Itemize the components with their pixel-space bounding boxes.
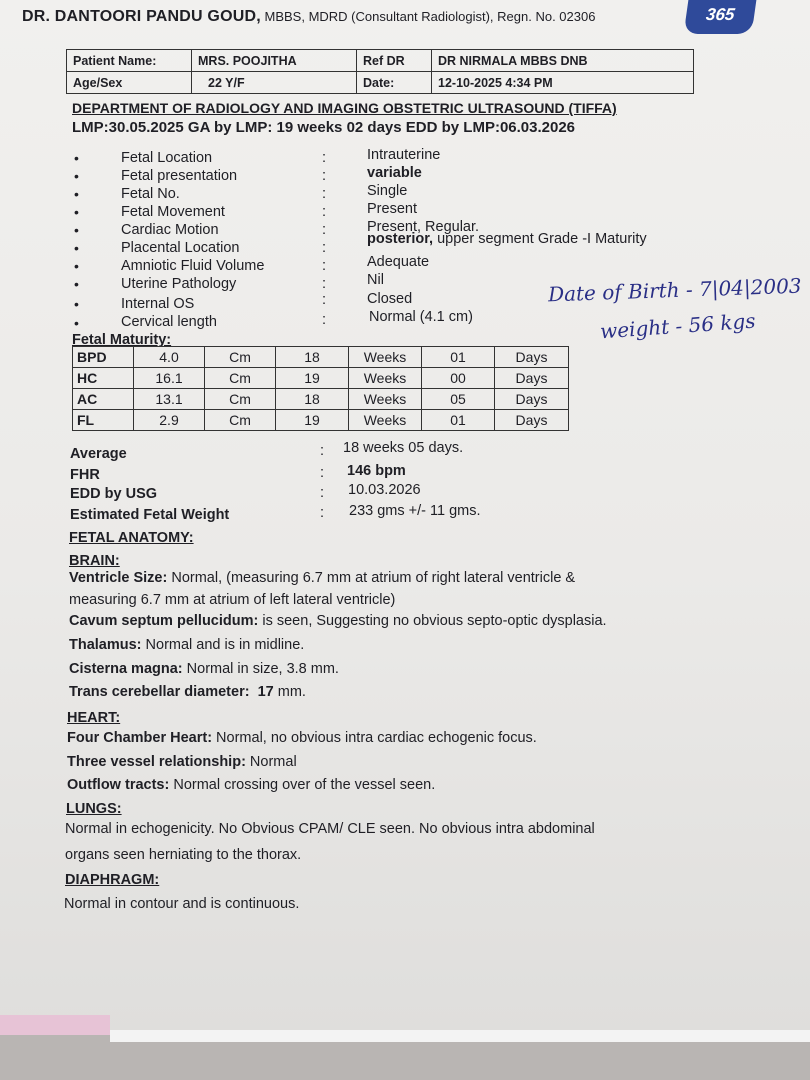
finding-value: Single xyxy=(367,183,408,199)
finding-label: Fetal Movement xyxy=(121,204,225,220)
bullet-icon: • xyxy=(74,315,79,331)
maturity-value: 2.9 xyxy=(134,410,205,431)
summary-separator: : xyxy=(320,485,325,501)
three-vessel-label: Three vessel relationship: xyxy=(67,754,246,770)
finding-separator: : xyxy=(322,258,327,274)
bullet-icon: • xyxy=(74,150,79,166)
tcd-value: 17 xyxy=(257,684,274,700)
summary-label: FHR xyxy=(70,467,100,483)
ref-dr-value: DR NIRMALA MBBS DNB xyxy=(432,50,694,72)
finding-separator: : xyxy=(322,204,327,220)
thalamus-text: Normal and is in midline. xyxy=(141,637,305,653)
finding-label: Placental Location xyxy=(121,240,240,256)
finding-separator: : xyxy=(322,168,327,184)
age-sex-label: Age/Sex xyxy=(67,72,192,94)
cisterna-line xyxy=(69,661,339,677)
maturity-unit: Cm xyxy=(205,347,276,368)
maturity-weeks-label: Weeks xyxy=(349,410,422,431)
maturity-days-label: Days xyxy=(495,368,569,389)
finding-separator: : xyxy=(322,276,327,292)
maturity-days-label: Days xyxy=(495,347,569,368)
thalamus-label: Thalamus: xyxy=(69,637,142,653)
maturity-days: 01 xyxy=(422,347,495,368)
finding-separator: : xyxy=(322,222,327,238)
maturity-param: FL xyxy=(73,410,134,431)
lungs-text-2: organs seen herniating to the thorax. xyxy=(65,847,302,863)
thalamus-line xyxy=(69,637,304,653)
tcd-unit: mm. xyxy=(273,684,306,700)
maturity-days: 05 xyxy=(422,389,495,410)
maturity-weeks-label: Weeks xyxy=(349,368,422,389)
summary-separator: : xyxy=(320,465,325,481)
maturity-param: HC xyxy=(73,368,134,389)
ventricle-text: Normal, (measuring 6.7 mm at atrium of right lateral ventricle & xyxy=(167,570,576,586)
summary-label: Estimated Fetal Weight xyxy=(70,507,230,523)
handwritten-dob: Date of Birth - 7|04|2003 xyxy=(547,273,802,307)
maturity-days-label: Days xyxy=(495,389,569,410)
ventricle-line-2: measuring 6.7 mm at atrium of left lateral ventricle) xyxy=(69,592,396,608)
bullet-icon: • xyxy=(74,258,79,274)
table-row xyxy=(73,410,569,431)
age-sex-value: 22 Y/F xyxy=(192,72,357,94)
finding-value: Nil xyxy=(367,272,384,288)
finding-value: Adequate xyxy=(367,254,430,270)
bullet-icon: • xyxy=(74,240,79,256)
maturity-days: 00 xyxy=(422,368,495,389)
fetal-maturity-table xyxy=(72,346,569,431)
brain-heading: BRAIN: xyxy=(69,553,120,569)
finding-label: Uterine Pathology xyxy=(121,276,237,292)
bullet-icon: • xyxy=(74,296,79,312)
cavum-text: is seen, Suggesting no obvious septo-optic dysplasia. xyxy=(258,613,607,629)
maturity-value: 13.1 xyxy=(134,389,205,410)
date-label: Date: xyxy=(357,72,432,94)
lmp-line: LMP:30.05.2025 GA by LMP: 19 weeks 02 days EDD by LMP:06.03.2026 xyxy=(72,119,576,136)
ref-dr-label: Ref DR xyxy=(357,50,432,72)
finding-separator: : xyxy=(322,240,327,256)
bullet-icon: • xyxy=(74,276,79,292)
finding-label: Cervical length xyxy=(121,314,217,330)
finding-separator: : xyxy=(322,186,327,202)
table-row xyxy=(73,389,569,410)
maturity-param: BPD xyxy=(73,347,134,368)
maturity-weeks: 19 xyxy=(276,368,349,389)
finding-label: Internal OS xyxy=(121,296,195,312)
cavum-label: Cavum septum pellucidum: xyxy=(69,613,259,629)
bullet-icon: • xyxy=(74,222,79,238)
finding-value: Present xyxy=(367,201,417,217)
summary-separator: : xyxy=(320,443,325,459)
bullet-icon: • xyxy=(74,204,79,220)
finding-separator: : xyxy=(322,292,327,308)
paper-edge-below xyxy=(110,1030,810,1042)
summary-value: 233 gms +/- 11 gms. xyxy=(349,503,481,519)
tcd-label: Trans cerebellar diameter: xyxy=(69,684,250,700)
maturity-days-label: Days xyxy=(495,410,569,431)
outflow-label: Outflow tracts: xyxy=(67,777,170,793)
maturity-weeks: 18 xyxy=(276,389,349,410)
finding-separator: : xyxy=(322,150,327,166)
cavum-line xyxy=(69,613,607,629)
four-chamber-text: Normal, no obvious intra cardiac echogenic focus. xyxy=(212,730,537,746)
patient-name-value: MRS. POOJITHA xyxy=(192,50,357,72)
finding-label: Cardiac Motion xyxy=(121,222,219,238)
outflow-line xyxy=(67,777,435,793)
summary-value: 18 weeks 05 days. xyxy=(343,440,464,456)
summary-value: 10.03.2026 xyxy=(348,482,421,498)
summary-separator: : xyxy=(320,505,325,521)
patient-info-table xyxy=(66,49,694,94)
finding-value: Present, Regular. xyxy=(367,219,480,235)
diaphragm-text: Normal in contour and is continuous. xyxy=(64,896,300,912)
finding-value: variable xyxy=(367,165,422,181)
letterhead xyxy=(22,8,595,26)
bullet-icon: • xyxy=(74,186,79,202)
tcd-line xyxy=(69,684,306,700)
maturity-weeks: 18 xyxy=(276,347,349,368)
three-vessel-text: Normal xyxy=(245,754,297,770)
maturity-value: 16.1 xyxy=(134,368,205,389)
fetal-maturity-heading: Fetal Maturity: xyxy=(72,332,172,348)
finding-label: Fetal No. xyxy=(121,186,180,202)
maturity-unit: Cm xyxy=(205,410,276,431)
heart-heading: HEART: xyxy=(67,710,121,726)
clinic-logo: 365 xyxy=(684,0,757,34)
four-chamber-line xyxy=(67,730,537,746)
summary-value: 146 bpm xyxy=(347,463,406,479)
four-chamber-label: Four Chamber Heart: xyxy=(67,730,213,746)
maturity-value: 4.0 xyxy=(134,347,205,368)
date-value: 12-10-2025 4:34 PM xyxy=(432,72,694,94)
diaphragm-heading: DIAPHRAGM: xyxy=(65,872,160,888)
fetal-anatomy-heading: FETAL ANATOMY: xyxy=(69,530,194,546)
finding-value: Intrauterine xyxy=(367,147,441,163)
doctor-name: DR. DANTOORI PANDU GOUD, xyxy=(22,8,261,25)
maturity-param: AC xyxy=(73,389,134,410)
finding-value-bold: posterior, xyxy=(367,231,434,247)
handwritten-weight: weight - 56 kgs xyxy=(599,308,757,344)
patient-name-label: Patient Name: xyxy=(67,50,192,72)
summary-label: Average xyxy=(70,446,127,462)
maturity-weeks: 19 xyxy=(276,410,349,431)
summary-label: EDD by USG xyxy=(70,486,158,502)
cisterna-text: Normal in size, 3.8 mm. xyxy=(182,661,339,677)
finding-label: Amniotic Fluid Volume xyxy=(121,258,265,274)
ventricle-label: Ventricle Size: xyxy=(69,570,168,586)
lungs-heading: LUNGS: xyxy=(66,801,122,817)
doctor-qualifications: MBBS, MDRD (Consultant Radiologist), Regn. No. 02306 xyxy=(264,9,596,24)
three-vessel-line xyxy=(67,754,297,770)
table-row xyxy=(73,347,569,368)
department-title: DEPARTMENT OF RADIOLOGY AND IMAGING OBSTETRIC ULTRASOUND (TIFFA) xyxy=(72,100,617,116)
table-row xyxy=(73,368,569,389)
finding-value: upper segment Grade -I Maturity xyxy=(433,231,647,247)
finding-separator: : xyxy=(322,312,327,328)
finding-label: Fetal presentation xyxy=(121,168,238,184)
finding-value: Normal (4.1 cm) xyxy=(369,309,473,325)
maturity-unit: Cm xyxy=(205,389,276,410)
maturity-weeks-label: Weeks xyxy=(349,389,422,410)
ventricle-line xyxy=(69,570,575,586)
cisterna-label: Cisterna magna: xyxy=(69,661,183,677)
lungs-text-1: Normal in echogenicity. No Obvious CPAM/ CLE seen. No obvious intra abdominal xyxy=(65,821,595,837)
finding-label: Fetal Location xyxy=(121,150,213,166)
bullet-icon: • xyxy=(74,168,79,184)
finding-value: Closed xyxy=(367,291,413,307)
maturity-unit: Cm xyxy=(205,368,276,389)
maturity-weeks-label: Weeks xyxy=(349,347,422,368)
maturity-days: 01 xyxy=(422,410,495,431)
outflow-text: Normal crossing over of the vessel seen. xyxy=(169,777,436,793)
